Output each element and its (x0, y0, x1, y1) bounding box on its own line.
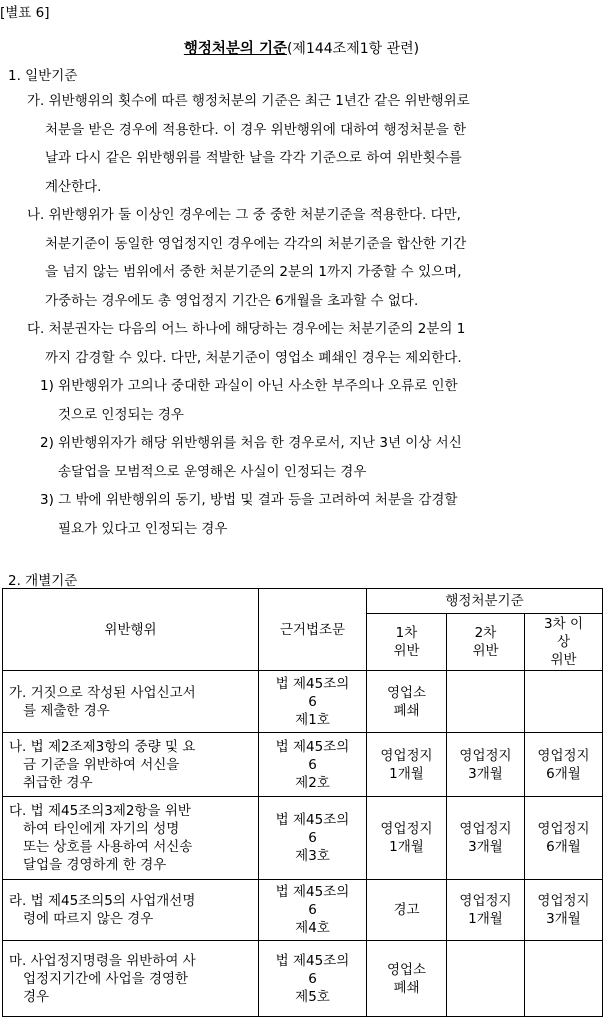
rule-line: 것으로 인정되는 경우 (58, 407, 184, 423)
law-text: 제3호 (295, 848, 330, 864)
header-first-violation (367, 614, 447, 671)
header-text: 3차 이 (544, 616, 583, 632)
third-penalty-cell (525, 880, 603, 941)
law-text: 법 제45조의 (275, 812, 350, 828)
violation-cell (3, 671, 259, 733)
penalty-text: 영업정지 (380, 747, 433, 764)
third-penalty-cell (525, 941, 603, 1017)
section2-heading: 2. 개별기준 (8, 573, 78, 589)
violation-text: 다. 법 제45조의3제2항을 위반 (9, 803, 191, 819)
table-row (3, 671, 603, 733)
violation-text: 취급한 경우 (23, 774, 93, 791)
header-text: 위반 (472, 643, 499, 659)
violation-text: 업정지기간에 사업을 경영한 (23, 970, 189, 987)
penalty-text: 폐쇄 (393, 979, 420, 996)
law-text: 6 (308, 830, 317, 846)
penalty-text: 영업정지 (537, 893, 590, 909)
penalty-text: 영업정지 (380, 821, 433, 837)
header-text: 1차 (395, 625, 418, 641)
third-penalty-cell (525, 671, 603, 733)
penalty-text: 경고 (393, 902, 420, 918)
violation-text: 경우 (23, 988, 50, 1005)
law-text: 6 (308, 970, 317, 987)
document-title (0, 37, 603, 58)
third-penalty-cell (525, 797, 603, 880)
first-penalty-cell (367, 671, 447, 733)
law-text: 제2호 (295, 774, 330, 791)
penalty-text: 6개월 (546, 765, 581, 782)
rule-line: 다. 처분권자는 다음의 어느 하나에 해당하는 경우에는 처분기준의 2분의 1 (27, 321, 466, 337)
penalty-text: 3개월 (468, 765, 503, 782)
law-text: 제4호 (295, 920, 330, 936)
rule-line: 을 넘지 않는 범위에서 중한 처분기준의 2분의 1까지 가중할 수 있으며, (45, 264, 462, 280)
penalty-text: 6개월 (546, 839, 581, 855)
penalty-text: 3개월 (468, 839, 503, 855)
law-text: 제1호 (295, 711, 330, 728)
second-penalty-cell (447, 797, 525, 880)
first-penalty-cell (367, 941, 447, 1017)
legal-basis-cell (259, 797, 367, 880)
table-row (3, 797, 603, 880)
violation-text: 마. 사업정지명령을 위반하여 사 (9, 952, 196, 969)
violation-text: 령에 따르지 않은 경우 (23, 911, 154, 927)
legal-basis-cell (259, 733, 367, 797)
law-text: 법 제45조의 (275, 675, 350, 692)
second-penalty-cell (447, 941, 525, 1017)
header-third-violation (525, 614, 603, 671)
rule-line: 가중하는 경우에도 총 영업정지 기간은 6개월을 초과할 수 없다. (45, 293, 419, 309)
legal-basis-cell (259, 941, 367, 1017)
annex-tag: [별표 6] (0, 5, 50, 21)
header-second-violation (447, 614, 525, 671)
violation-cell (3, 797, 259, 880)
rule-line: 계산한다. (45, 179, 102, 195)
header-penalty-standard: 행정처분기준 (367, 589, 603, 614)
table-row (3, 880, 603, 941)
law-text: 6 (308, 756, 317, 773)
violation-text: 라. 법 제45조의5의 사업개선명 (9, 893, 196, 909)
violation-text: 나. 법 제2조제3항의 중량 및 요 (9, 738, 196, 755)
penalty-text: 1개월 (468, 911, 503, 927)
violation-text: 또는 상호를 사용하여 서신송 (23, 839, 193, 855)
violation-cell (3, 733, 259, 797)
violation-text: 를 제출한 경우 (23, 702, 110, 719)
penalty-text: 영업정지 (459, 893, 512, 909)
second-penalty-cell (447, 880, 525, 941)
penalty-standards-table (2, 588, 603, 1017)
violation-text: 가. 거짓으로 작성된 사업신고서 (9, 684, 196, 701)
rule-line: 3) 그 밖에 위반행위의 동기, 방법 및 결과 등을 고려하여 처분을 감경할 (40, 492, 458, 508)
section1-heading: 1. 일반기준 (8, 68, 78, 84)
second-penalty-cell (447, 671, 525, 733)
table-row (3, 733, 603, 797)
title-main: 행정처분의 기준 (183, 41, 287, 57)
penalty-text: 영업소 (386, 961, 427, 978)
penalty-text: 1개월 (389, 765, 424, 782)
legal-basis-cell (259, 880, 367, 941)
penalty-text: 영업정지 (537, 821, 590, 837)
violation-text: 달업을 경영하게 한 경우 (23, 857, 167, 873)
rule-line: 2) 위반행위자가 해당 위반행위를 처음 한 경우로서, 지난 3년 이상 서신 (40, 435, 462, 451)
law-text: 제5호 (295, 988, 330, 1005)
penalty-text: 영업정지 (459, 747, 512, 764)
legal-basis-cell (259, 671, 367, 733)
penalty-text: 영업정지 (459, 821, 512, 837)
header-legal-basis: 근거법조문 (259, 589, 367, 671)
header-text: 2차 (474, 625, 497, 641)
rule-line: 나. 위반행위가 둘 이상인 경우에는 그 중 중한 처분기준을 적용한다. 다만, (27, 207, 461, 223)
law-text: 6 (308, 902, 317, 918)
header-violation: 위반행위 (3, 589, 259, 671)
violation-cell (3, 941, 259, 1017)
table-row (3, 941, 603, 1017)
first-penalty-cell (367, 880, 447, 941)
law-text: 6 (308, 693, 317, 710)
rule-line: 가. 위반행위의 횟수에 따른 행정처분의 기준은 최근 1년간 같은 위반행위로 (27, 93, 470, 109)
violation-text: 금 기준을 위반하여 서신을 (23, 756, 180, 773)
rule-line: 까지 감경할 수 있다. 다만, 처분기준이 영업소 폐쇄인 경우는 제외한다. (45, 350, 462, 366)
violation-text: 하여 타인에게 자기의 성명 (23, 821, 180, 837)
penalty-text: 1개월 (389, 839, 424, 855)
violation-cell (3, 880, 259, 941)
penalty-text: 3개월 (546, 911, 581, 927)
header-text: 위반 (550, 652, 577, 668)
rule-line: 날과 다시 같은 위반행위를 적발한 날을 각각 기준으로 하여 위반횟수를 (45, 150, 462, 166)
rule-line: 처분기준이 동일한 영업정지인 경우에는 각각의 처분기준을 합산한 기간 (45, 236, 467, 252)
header-text: 위반 (393, 643, 420, 659)
rule-line: 송달업을 모범적으로 운영해온 사실이 인정되는 경우 (58, 464, 367, 480)
third-penalty-cell (525, 733, 603, 797)
second-penalty-cell (447, 733, 525, 797)
law-text: 법 제45조의 (275, 738, 350, 755)
title-reference: (제144조제1항 관련) (286, 41, 420, 57)
penalty-text: 영업정지 (537, 747, 590, 764)
rule-line: 처분을 받은 경우에 적용한다. 이 경우 위반행위에 대하여 행정처분을 한 (45, 122, 467, 138)
law-text: 법 제45조의 (275, 952, 350, 969)
law-text: 법 제45조의 (275, 884, 350, 900)
first-penalty-cell (367, 733, 447, 797)
penalty-text: 영업소 (386, 684, 427, 701)
rule-line: 1) 위반행위가 고의나 중대한 과실이 아닌 사소한 부주의나 오류로 인한 (40, 378, 458, 394)
penalty-text: 폐쇄 (393, 702, 420, 719)
header-text: 상 (556, 634, 571, 650)
first-penalty-cell (367, 797, 447, 880)
rule-line: 필요가 있다고 인정되는 경우 (58, 521, 228, 537)
